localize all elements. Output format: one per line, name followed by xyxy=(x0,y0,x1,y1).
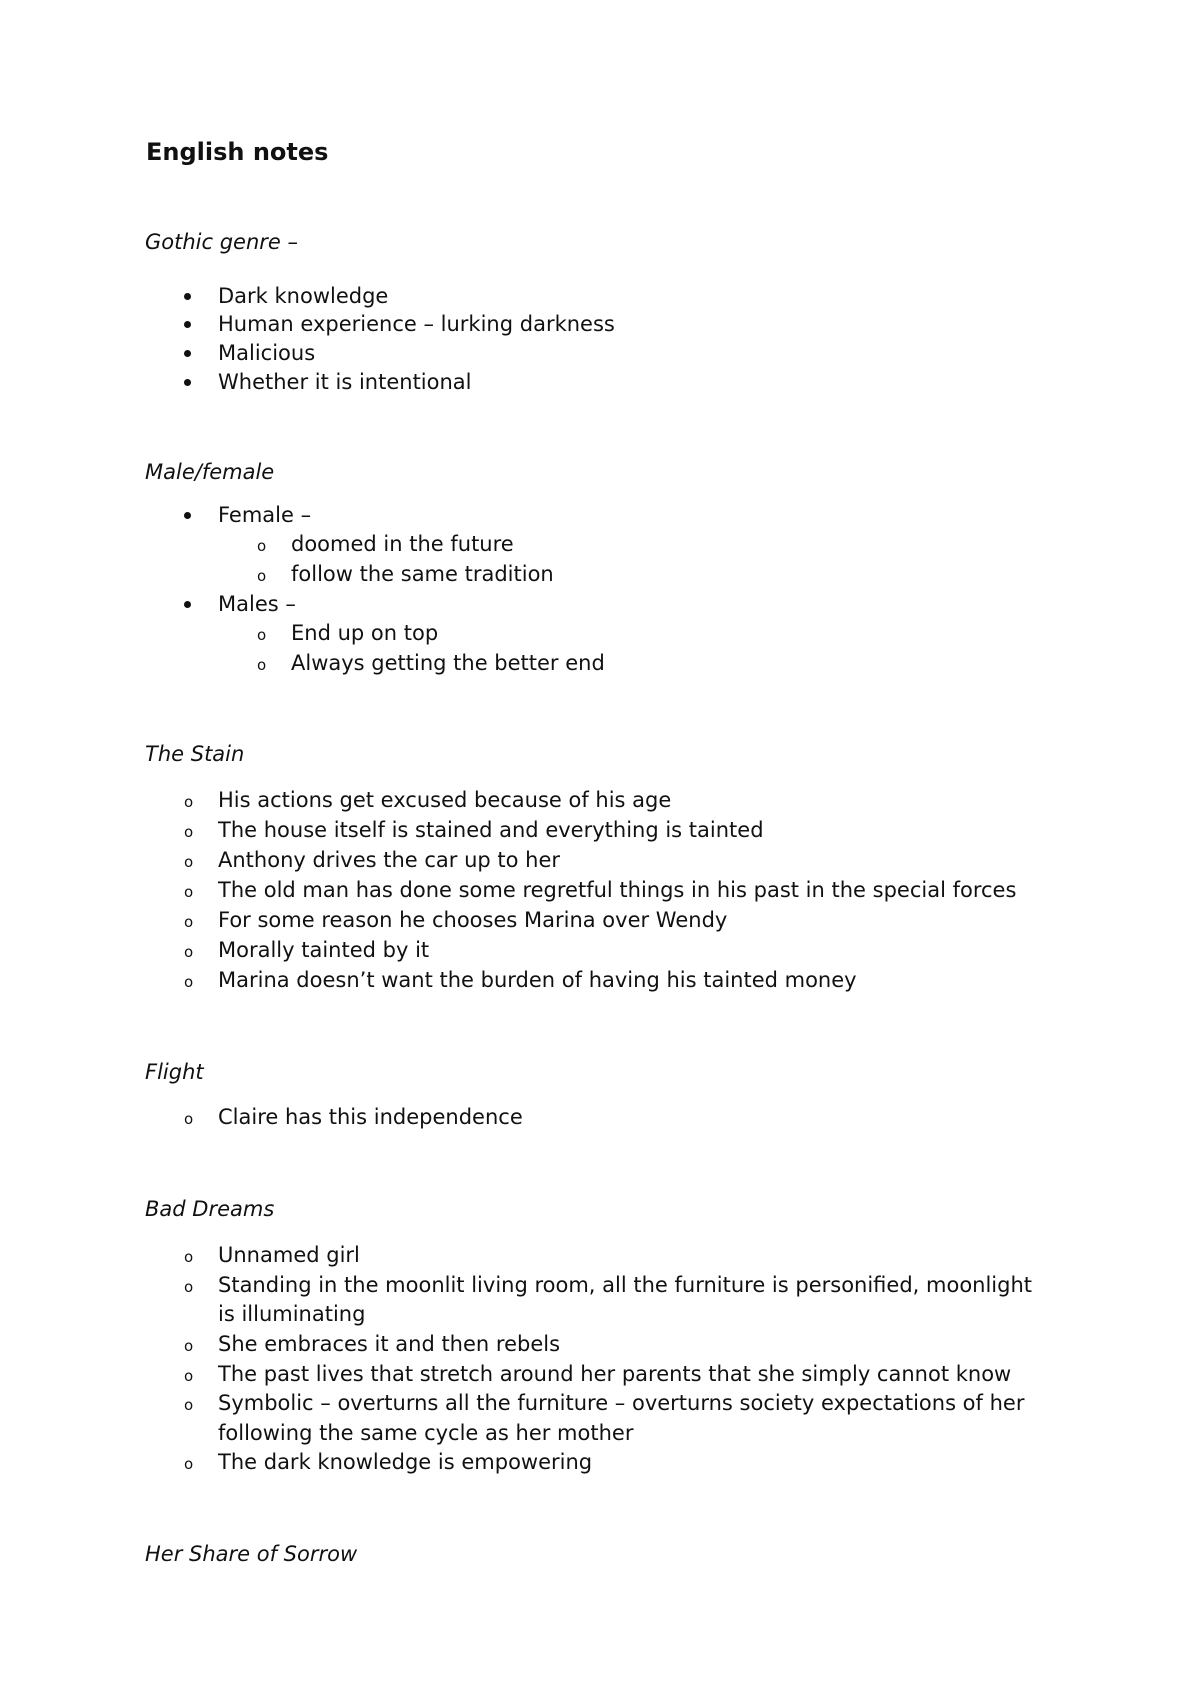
sub-bullet-icon: o xyxy=(184,1278,194,1296)
page-title: English notes xyxy=(146,138,329,166)
bullet-icon xyxy=(184,321,191,328)
bullet-icon xyxy=(184,350,191,357)
bullet-icon xyxy=(184,379,191,386)
sub-bullet-icon: o xyxy=(257,656,267,674)
section-heading-her-share-of-sorrow: Her Share of Sorrow xyxy=(145,1542,358,1566)
sub-bullet-icon: o xyxy=(184,913,194,931)
sub-bullet-icon: o xyxy=(184,823,194,841)
sub-bullet-icon: o xyxy=(257,626,267,644)
bullet-icon xyxy=(184,601,191,608)
sub-bullet-icon: o xyxy=(184,943,194,961)
section-heading-flight: Flight xyxy=(145,1060,204,1084)
section-heading-the-stain: The Stain xyxy=(145,742,245,766)
sub-bullet-icon: o xyxy=(184,793,194,811)
sub-bullet-icon: o xyxy=(184,1110,194,1128)
bullet-icon xyxy=(184,512,191,519)
sub-bullet-icon: o xyxy=(257,537,267,555)
document-page: English notes Gothic genre – Dark knowledge Human experience – lurking darkness Malicious Whether it is intentional Male/female Female – o doomed in the future o follow the same tradition Males – o End up on top o Always getting the better end The Stain o His actions get excused because of his age o The house itself is stained and everything is tainted o Anthony drives the car up to her o The old man has done some regretful things in his past in the special forces o For some reason he chooses Marina over Wendy o Morally tainted by it o Marina doesn’t want the burden of having his tainted money Flight o Claire has this independence Bad Dreams o Unnamed girl o Standing in the moonlit living room, all the furniture is personified, moonlight is illuminating o She embraces it and then rebels o The past lives that stretch around her parents that she simply cannot know o Symbolic – overturns all the furniture – overturns society expectations of her following the same cycle as her mother o The dark knowledge is empowering Her Share of Sorrow xyxy=(0,0,1200,1696)
sub-bullet-icon: o xyxy=(184,1248,194,1266)
sub-bullet-icon: o xyxy=(184,853,194,871)
section-heading-gothic-genre: Gothic genre – xyxy=(145,230,299,254)
sub-bullet-icon: o xyxy=(184,1455,194,1473)
sub-bullet-icon: o xyxy=(184,1337,194,1355)
section-heading-male-female: Male/female xyxy=(145,460,275,484)
sub-bullet-icon: o xyxy=(257,567,267,585)
sub-bullet-icon: o xyxy=(184,1396,194,1414)
bullet-icon xyxy=(184,293,191,300)
section-heading-bad-dreams: Bad Dreams xyxy=(145,1197,275,1221)
sub-bullet-icon: o xyxy=(184,1367,194,1385)
sub-bullet-icon: o xyxy=(184,883,194,901)
sub-bullet-icon: o xyxy=(184,973,194,991)
